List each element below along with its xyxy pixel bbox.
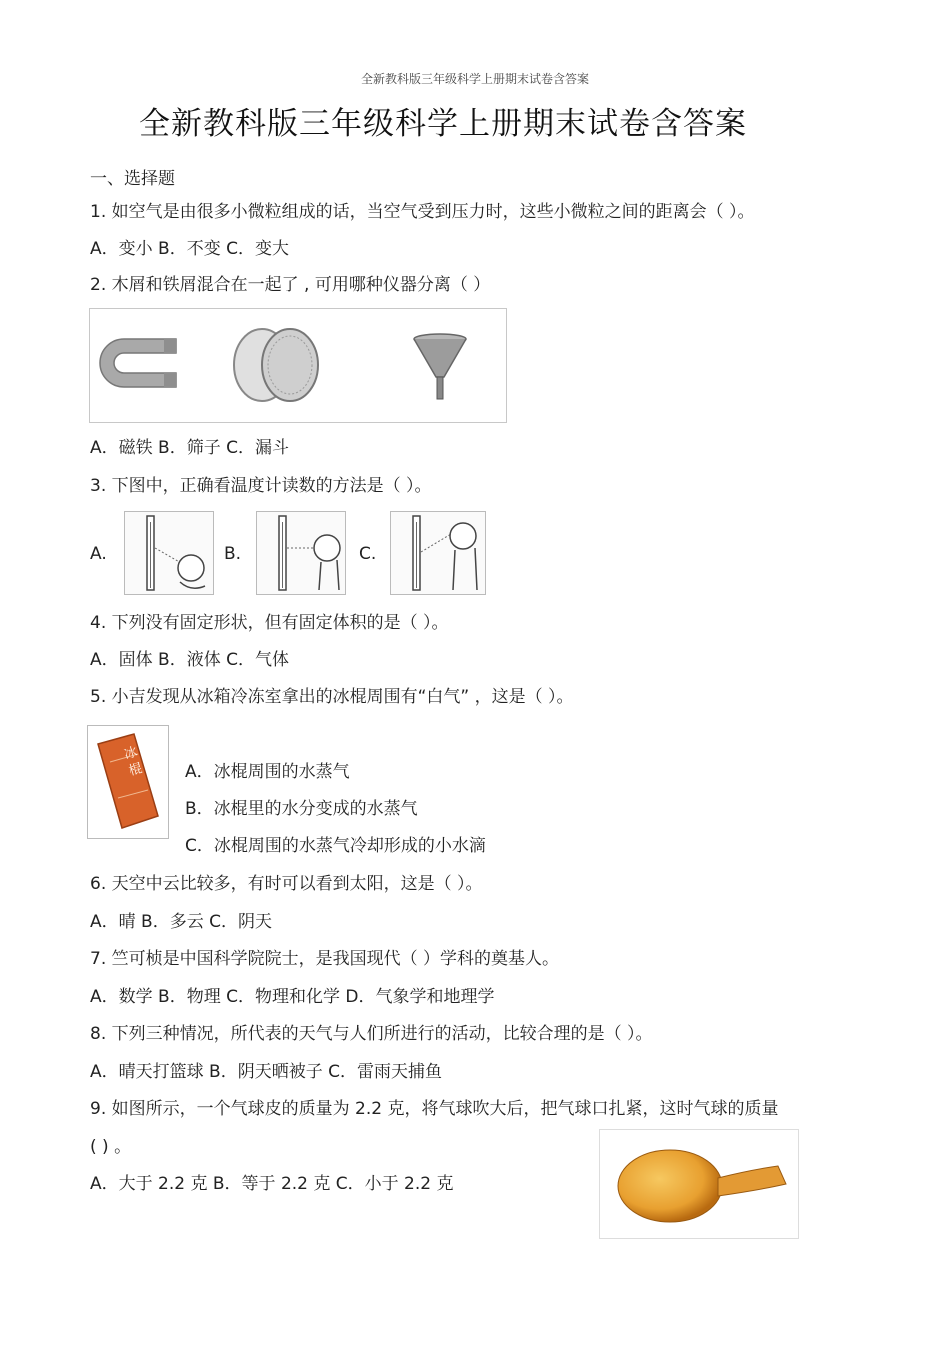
option-c-label: C. [359, 544, 377, 564]
question-9-stem: 9. 如图所示，一个气球皮的质量为 2.2 克，将气球吹大后，把气球口扎紧，这时气球的质量 [90, 1099, 779, 1119]
question-6-options: A．晴 B．多云 C．阴天 [90, 912, 272, 932]
option-b-label: B. [224, 544, 242, 564]
question-2-options: A．磁铁 B．筛子 C．漏斗 [90, 438, 289, 458]
thermometer-figure-c [390, 511, 486, 595]
question-4-stem: 4. 下列没有固定形状，但有固定体积的是（ ）。 [90, 613, 449, 633]
question-5-option-c: C．冰棍周围的水蒸气冷却形成的小水滴 [185, 836, 486, 856]
question-7-options: A．数学 B．物理 C．物理和化学 D．气象学和地理学 [90, 987, 495, 1007]
question-3-stem: 3. 下图中，正确看温度计读数的方法是（ ）。 [90, 476, 432, 496]
question-2-figure [89, 308, 507, 423]
question-2-stem: 2. 木屑和铁屑混合在一起了 , 可用哪种仪器分离（ ） [90, 275, 491, 295]
option-a-label: A. [90, 544, 107, 564]
question-9-options: A．大于 2.2 克 B．等于 2.2 克 C．小于 2.2 克 [90, 1174, 454, 1194]
question-8-stem: 8. 下列三种情况，所代表的天气与人们所进行的活动，比较合理的是（ ）。 [90, 1024, 653, 1044]
question-1-stem: 1. 如空气是由很多小微粒组成的话，当空气受到压力时，这些小微粒之间的距离会（ ）。 [90, 202, 755, 222]
question-8-options: A．晴天打篮球 B．阴天晒被子 C．雷雨天捕鱼 [90, 1062, 442, 1082]
sieve-icon [234, 329, 318, 401]
balloon-icon [600, 1130, 798, 1238]
question-9-blank: ( ) 。 [90, 1137, 132, 1157]
balloon-figure [599, 1129, 799, 1239]
popsicle-figure [87, 725, 169, 839]
thermometer-figure-b [256, 511, 346, 595]
question-5-stem: 5. 小吉发现从冰箱冷冻室拿出的冰棍周围有“白气” ，这是（ ）。 [90, 687, 574, 707]
thermometer-figure-a [124, 511, 214, 595]
question-6-stem: 6. 天空中云比较多，有时可以看到太阳，这是（ ）。 [90, 874, 483, 894]
question-5-option-b: B．冰棍里的水分变成的水蒸气 [185, 799, 418, 819]
question-1-options: A．变小 B．不变 C．变大 [90, 239, 289, 259]
question-5-option-a: A．冰棍周围的水蒸气 [185, 762, 350, 782]
section-heading: 一、选择题 [90, 169, 175, 189]
question-7-stem: 7. 竺可桢是中国科学院院士，是我国现代（ ）学科的奠基人。 [90, 949, 560, 969]
page-header: 全新教科版三年级科学上册期末试卷含答案 [360, 72, 589, 86]
question-4-options: A．固体 B．液体 C．气体 [90, 650, 289, 670]
popsicle-label: 冰棍 [119, 744, 144, 782]
funnel-icon [414, 334, 466, 399]
tools-illustration [90, 309, 506, 422]
page-title: 全新教科版三年级科学上册期末试卷含答案 [139, 106, 747, 142]
magnet-icon [100, 339, 176, 387]
